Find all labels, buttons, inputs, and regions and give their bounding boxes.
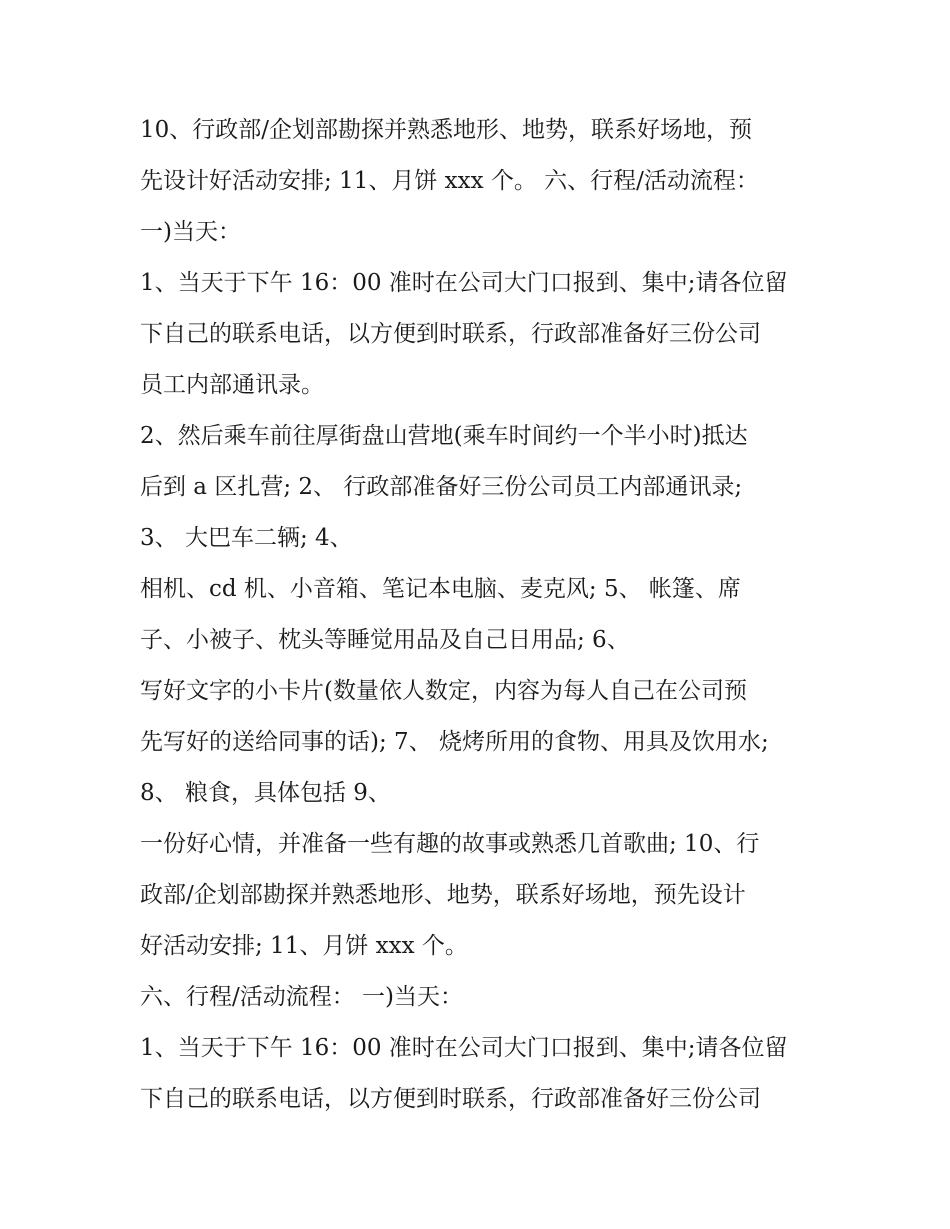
text-line: 一)当天： — [140, 219, 241, 245]
text-line: 子、小被子、枕头等睡觉用品及自己日用品; 6、 — [140, 627, 630, 653]
text-line: 8、 粮食，具体包括 9、 — [140, 780, 391, 806]
text-line: 写好文字的小卡片(数量依人数定，内容为每人自己在公司预 — [140, 678, 747, 704]
text-line: 先设计好活动安排; 11、月饼 xxx 个。 六、行程/活动流程： — [140, 168, 759, 194]
text-line: 1、当天于下午 16：00 准时在公司大门口报到、集中;请各位留 — [140, 1035, 788, 1061]
text-line: 10、行政部/企划部勘探并熟悉地形、地势，联系好场地，预 — [140, 117, 753, 143]
text-line: 好活动安排; 11、月饼 xxx 个。 — [140, 933, 468, 959]
text-line: 2、然后乘车前往厚街盘山营地(乘车时间约一个半小时)抵达 — [140, 423, 748, 449]
text-line: 后到 a 区扎营; 2、 行政部准备好三份公司员工内部通讯录; — [140, 474, 743, 500]
text-line: 先写好的送给同事的话); 7、 烧烤所用的食物、用具及饮用水; — [140, 729, 769, 755]
text-line: 六、行程/活动流程： 一)当天： — [140, 984, 464, 1010]
document-body — [140, 110, 830, 1130]
text-line: 相机、cd 机、小音箱、笔记本电脑、麦克风; 5、 帐篷、席 — [140, 576, 741, 602]
text-line: 员工内部通讯录。 — [140, 372, 324, 398]
text-line: 下自己的联系电话，以方便到时联系，行政部准备好三份公司 — [140, 1086, 761, 1112]
text-line: 1、当天于下午 16：00 准时在公司大门口报到、集中;请各位留 — [140, 270, 788, 296]
text-line: 3、 大巴车二辆; 4、 — [140, 525, 353, 551]
text-line: 政部/企划部勘探并熟悉地形、地势，联系好场地，预先设计 — [140, 882, 746, 908]
text-line: 一份好心情，并准备一些有趣的故事或熟悉几首歌曲; 10、行 — [140, 831, 760, 857]
text-line: 下自己的联系电话，以方便到时联系，行政部准备好三份公司 — [140, 321, 761, 347]
